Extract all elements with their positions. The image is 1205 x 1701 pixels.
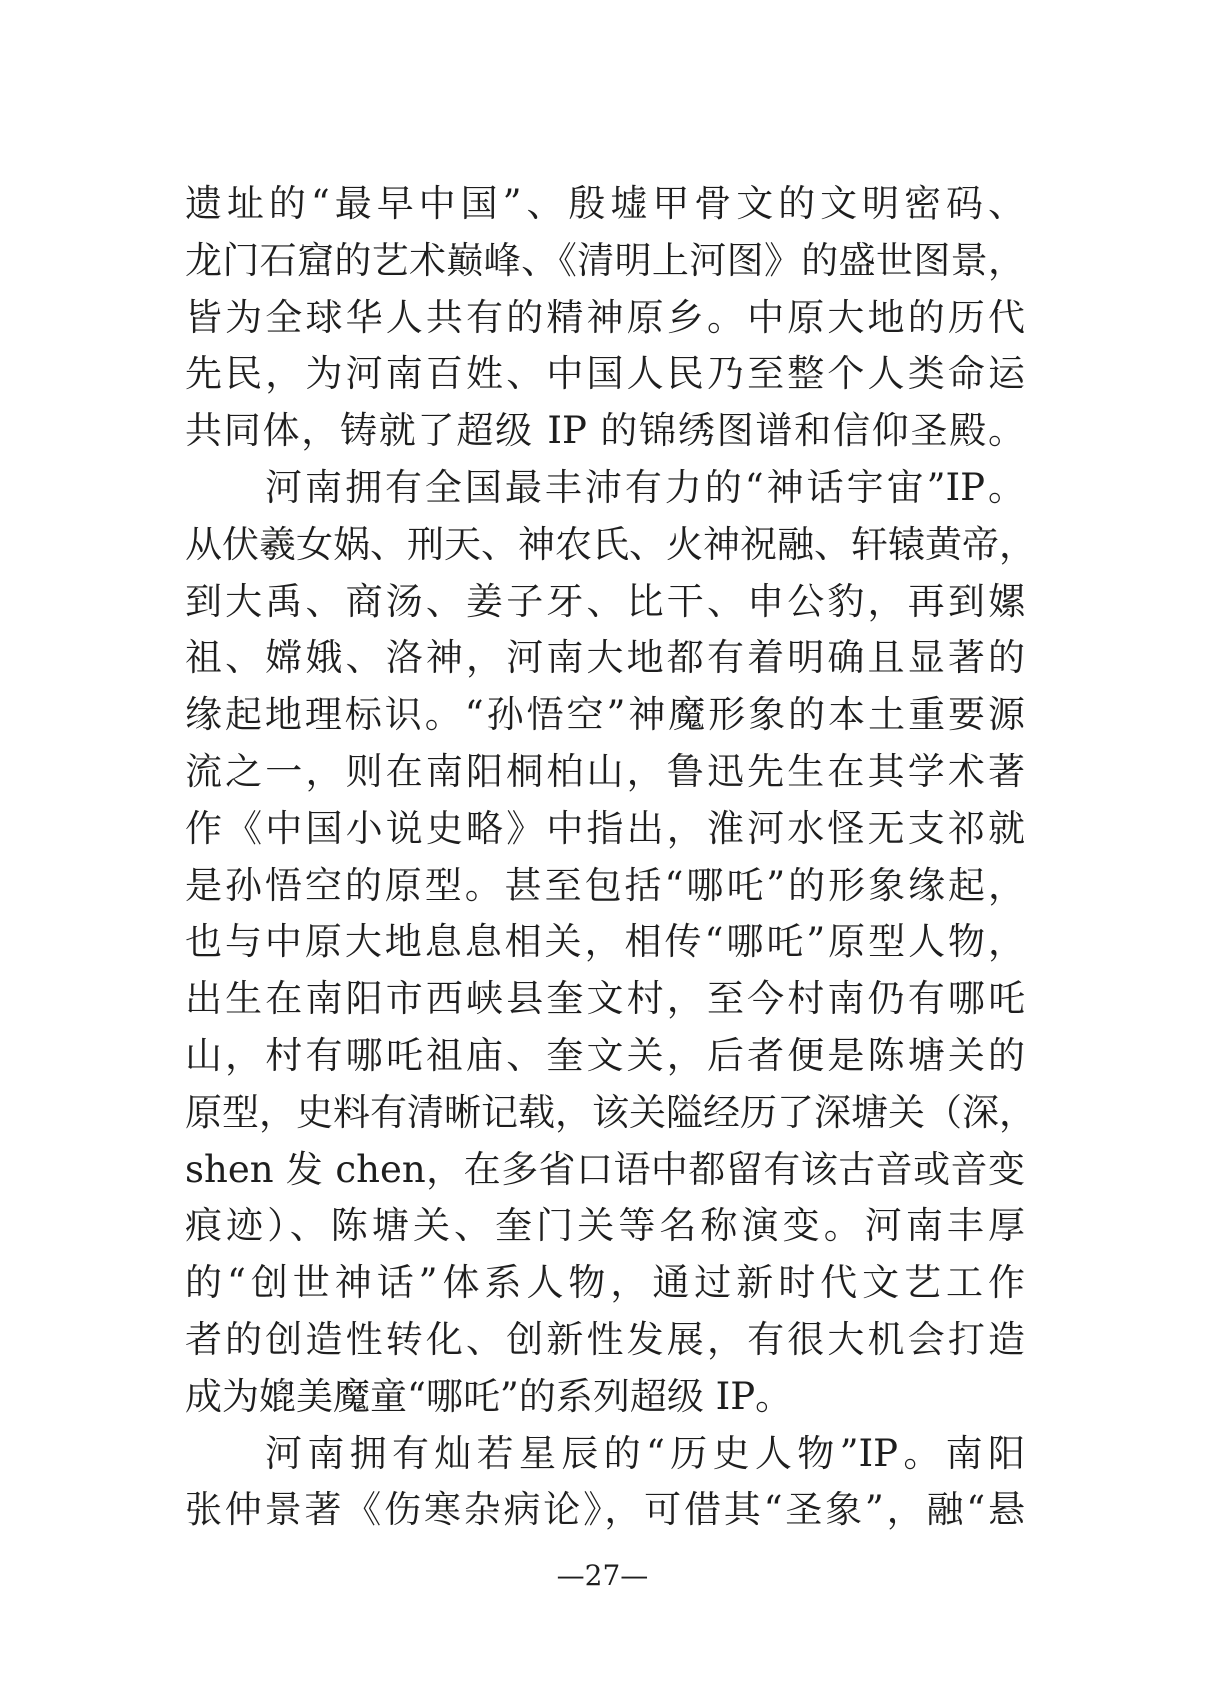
text-line: 原型，史料有清晰记载，该关隘经历了深塘关（深， [185,1090,1036,1134]
text-line: 张仲景著《伤寒杂病论》，可借其“圣象”，融“悬 [185,1488,1025,1532]
text-line: 龙门石窟的艺术巅峰、《清明上河图》的盛世图景， [185,238,1025,282]
text-line: 缘起地理标识。“孙悟空”神魔形象的本土重要源 [185,693,1025,737]
text-line: 者的创造性转化、创新性发展，有很大机会打造 [185,1317,1025,1361]
paragraph-end-line: 成为媲美魔童“哪吒”的系列超级 IP。 [185,1374,793,1418]
text-line: 共同体，铸就了超级 IP 的锦绣图谱和信仰圣殿。 [185,409,1025,453]
text-line: 是孙悟空的原型。甚至包括“哪吒”的形象缘起， [185,863,1025,907]
text-line: 的“创世神话”体系人物，通过新时代文艺工作 [185,1261,1025,1305]
text-line: 山，村有哪吒祖庙、奎文关，后者便是陈塘关的 [185,1033,1025,1077]
text-line: 作《中国小说史略》中指出，淮河水怪无支祁就 [185,806,1025,850]
paragraph-start-line: 河南拥有全国最丰沛有力的“神话宇宙”IP。 [265,465,1025,509]
page-number: —27— [556,1559,649,1592]
text-line: 痕迹）、陈塘关、奎门关等名称演变。河南丰厚 [185,1204,1025,1248]
text-line: 出生在南阳市西峡县奎文村，至今村南仍有哪吒 [185,977,1025,1021]
text-line: 到大禹、商汤、姜子牙、比干、申公豹，再到嫘 [185,579,1025,623]
text-line: 祖、嫦娥、洛神，河南大地都有着明确且显著的 [185,636,1025,680]
text-line: 流之一，则在南阳桐柏山，鲁迅先生在其学术著 [185,749,1025,793]
body-text [185,176,1036,1539]
text-line: 也与中原大地息息相关，相传“哪吒”原型人物， [185,920,1025,964]
paragraph-start-line: 河南拥有灿若星辰的“历史人物”IP。南阳 [265,1431,1025,1475]
text-line: 从伏羲女娲、刑天、神农氏、火神祝融、轩辕黄帝， [185,522,1036,566]
text-line: shen 发 chen，在多省口语中都留有该古音或音变 [185,1147,1025,1191]
text-line: 遗址的“最早中国”、殷墟甲骨文的文明密码、 [185,182,1025,225]
text-line: 皆为全球华人共有的精神原乡。中原大地的历代 [185,295,1025,339]
text-line: 先民，为河南百姓、中国人民乃至整个人类命运 [185,352,1025,396]
